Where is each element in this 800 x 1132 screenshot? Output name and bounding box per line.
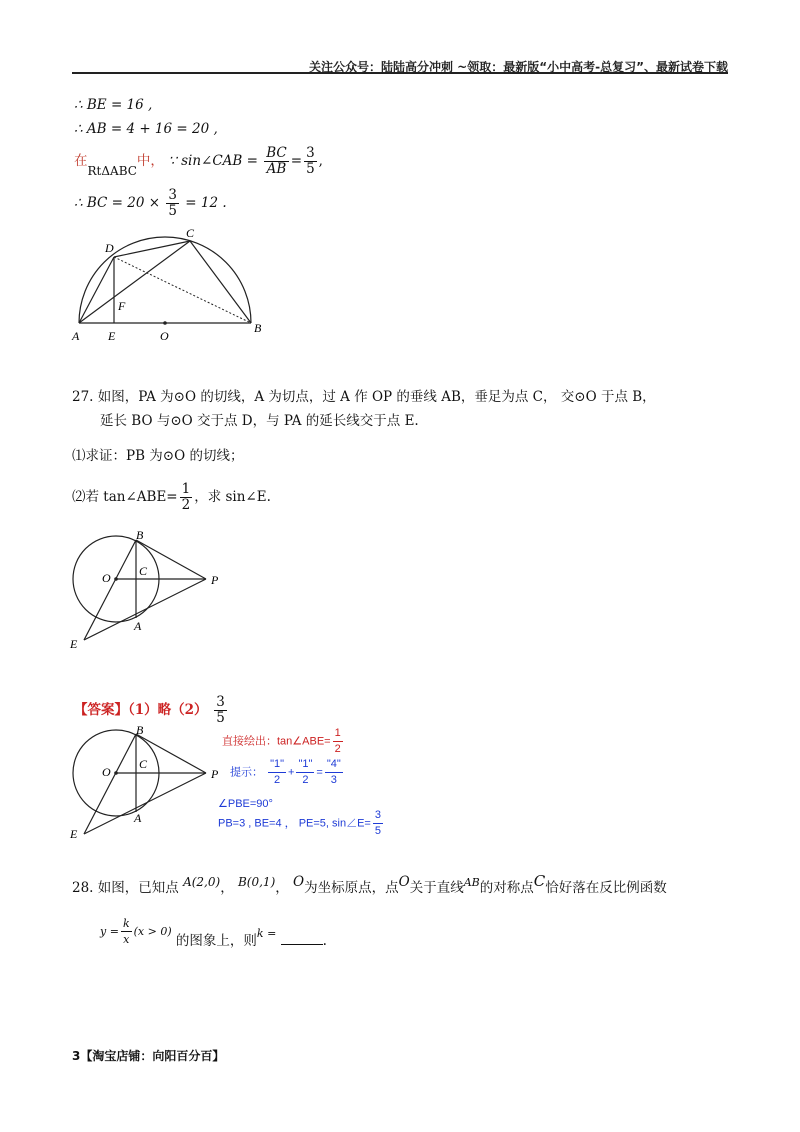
hint-3: ∠PBE=90° [218, 798, 273, 810]
part2-prefix: ⑵若 tan∠ABE= [72, 489, 178, 505]
frac-num: BC [266, 145, 287, 161]
header-text: 关注公众号：陆陆高分冲刺 ~领取：最新版“小中高考-总复习”、最新试卷下载 [309, 60, 728, 74]
semicircle-figure [68, 222, 278, 348]
line3-mid: 中， [136, 153, 164, 169]
tangent-figure [66, 528, 226, 654]
hint4-prefix: PB=3 , BE=4 ， PE=5, sin∠E= [218, 817, 371, 830]
solution-line-4 [74, 188, 227, 219]
frac-den: 5 [306, 161, 315, 177]
hint-4 [218, 808, 385, 839]
label-C: C [186, 226, 195, 240]
label-P: P [211, 573, 219, 587]
label-A: A [72, 329, 80, 343]
label-E: E [70, 637, 78, 651]
q28-prefix: 28. 如图，已知点 [72, 880, 179, 896]
hint1-prefix: 直接绘出：tan∠ABE= [222, 735, 331, 748]
line4-prefix: ∴ BC = 20 × [74, 195, 161, 211]
frac-den: 2 [273, 774, 281, 786]
label-O: O [102, 765, 111, 779]
plus: + [288, 766, 295, 779]
hint2-frac-3 [325, 757, 343, 788]
frac-den: AB [266, 161, 287, 177]
frac-den: 2 [302, 774, 309, 786]
fraction-3-5-b [166, 188, 179, 219]
origin-o-2: O [398, 874, 410, 890]
part2-suffix: ，求 sin∠E. [194, 489, 271, 505]
frac-den: x [123, 933, 130, 946]
label-B: B [254, 321, 262, 335]
q27-part-2 [72, 482, 271, 513]
frac-num: 1 [333, 726, 343, 742]
point-a: A(2,0) [183, 875, 221, 889]
label-B: B [136, 528, 144, 542]
q28-text-4: 恰好落在反比例函数 [545, 880, 667, 896]
func-cond: (x > 0) [133, 925, 172, 938]
hint4-fraction [373, 808, 383, 839]
hint-1 [222, 726, 345, 757]
label-P: P [211, 767, 219, 781]
line-ab: AB [463, 876, 480, 889]
q28-text-1: 为坐标原点，点 [304, 880, 399, 896]
hint2-frac-1 [268, 757, 286, 788]
frac-num: k [122, 917, 130, 930]
frac-num: 3 [216, 694, 225, 710]
q28-text-3: 的对称点 [479, 880, 534, 896]
line3-prefix: 在 [74, 153, 88, 169]
frac-num: 3 [306, 145, 315, 161]
page-footer: 3【淘宝店铺：向阳百分百】 [72, 1049, 225, 1063]
func-prefix: y = [100, 925, 119, 938]
header-rule [72, 72, 728, 74]
frac-num: 1 [181, 481, 191, 497]
origin-o: O [293, 874, 305, 890]
fraction-1-2 [180, 482, 193, 513]
label-O: O [160, 329, 169, 343]
label-B: B [136, 724, 144, 737]
q27-line-1: 27. 如图，PA 为⊙O 的切线，A 为切点，过 A 作 OP 的垂线 AB，垂足为点 C， 交⊙O 于点 B， [72, 389, 656, 405]
comma: ， [220, 880, 234, 896]
hint2-prefix: 提示： [230, 766, 263, 779]
frac-num: 3 [373, 808, 383, 824]
label-O: O [102, 571, 111, 585]
comma: ， [275, 880, 289, 896]
label-C: C [139, 564, 148, 578]
fraction-3-5 [304, 146, 317, 177]
label-C: C [139, 757, 148, 771]
point-b: B(0,1) [237, 875, 276, 889]
equals: = [290, 153, 303, 169]
q28-end: . [322, 933, 327, 949]
hint-2 [230, 757, 345, 788]
line4-end: = 12 . [185, 195, 227, 211]
frac-den: 2 [334, 743, 341, 755]
q27-part-1: ⑴求证：PB 为⊙O 的切线； [72, 448, 244, 464]
answer-fraction [214, 695, 227, 726]
k-equals: k = [256, 927, 277, 940]
page-header [0, 0, 800, 74]
point-c: C [533, 872, 546, 890]
label-E: E [70, 827, 78, 841]
solution-line-1: ∴ BE = 16 , [74, 97, 153, 113]
equals: = [316, 766, 323, 779]
solution-line-2: ∴ AB = 4 + 16 = 20 , [74, 121, 218, 137]
frac-den: 3 [330, 774, 337, 786]
label-E: E [108, 329, 116, 343]
label-A: A [134, 619, 142, 633]
frac-den: 5 [374, 825, 381, 837]
frac-num: 3 [168, 187, 177, 203]
frac-num: "1" [268, 757, 286, 773]
answer-line [74, 695, 229, 726]
hint1-fraction [333, 726, 343, 757]
label-A: A [134, 811, 142, 825]
answer-figure [66, 724, 226, 844]
q28-line-2 [100, 917, 327, 957]
q27-line-2: 延长 BO 与⊙O 交于点 D，与 PA 的延长线交于点 E. [100, 413, 419, 429]
frac-den: 5 [168, 203, 177, 219]
answer-label: 【答案】（1）略（2） [74, 702, 208, 718]
q28-text-5: 的图象上，则 [175, 933, 257, 949]
label-D: D [105, 241, 114, 255]
answer-blank[interactable] [281, 944, 323, 945]
func-fraction [121, 916, 132, 947]
frac-num: "4" [325, 757, 343, 773]
frac-den: 2 [181, 497, 191, 513]
frac-num: "1" [296, 757, 314, 773]
hint2-frac-2 [296, 757, 314, 788]
frac-den: 5 [216, 710, 225, 726]
q28-text-2: 关于直线 [409, 880, 464, 896]
q28-line-1 [72, 872, 667, 896]
line3-triangle: RtΔABC [87, 164, 137, 178]
fraction-bc-ab [264, 146, 289, 177]
line3-end: , [318, 153, 323, 169]
line3-formula: ∵ sin∠CAB = [168, 153, 258, 169]
label-F: F [118, 299, 126, 313]
solution-line-3 [74, 146, 323, 177]
